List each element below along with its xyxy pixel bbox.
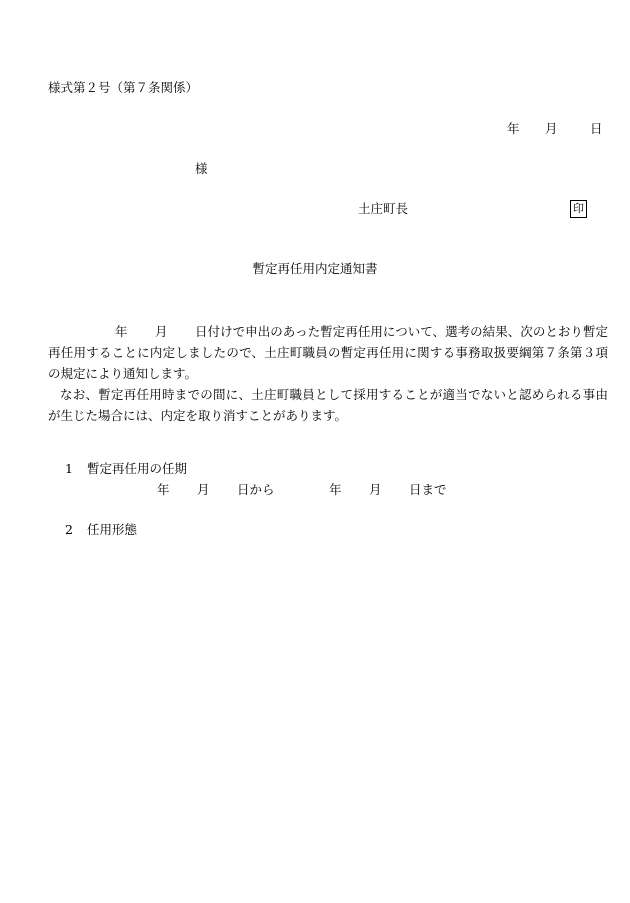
paragraph-1 bbox=[48, 321, 608, 384]
date-line bbox=[507, 123, 603, 136]
term-from-year: 年 bbox=[157, 482, 170, 497]
item-number: 2 bbox=[65, 522, 73, 537]
paragraph-1-text: 日付けで申出のあった暫定再任用について、選考の結果、次のとおり暫定再任用することに内定しましたので、土庄町職員の暫定再任用に関する事務取扱要綱第７条第３項の規定により通知します。 bbox=[48, 324, 608, 381]
paragraph-2: なお、暫定再任用時までの間に、土庄町職員として採用することが適当でないと認められる事由が生じた場合には、内定を取り消すことがあります。 bbox=[48, 387, 608, 423]
paragraph-1-year: 年 bbox=[115, 324, 128, 339]
term-from-month: 月 bbox=[197, 482, 210, 497]
term-from-day: 日から bbox=[237, 482, 275, 497]
seal-mark: 印 bbox=[570, 200, 587, 218]
issuer-name: 土庄町長 bbox=[358, 201, 409, 216]
term-to-day: 日まで bbox=[409, 482, 447, 497]
body-text bbox=[48, 321, 608, 426]
addressee-suffix: 様 bbox=[195, 161, 208, 176]
document-title: 暫定再任用内定通知書 bbox=[252, 261, 378, 276]
item-number: 1 bbox=[65, 461, 73, 476]
date-year: 年 bbox=[507, 121, 520, 136]
item-label: 暫定再任用の任期 bbox=[87, 461, 188, 476]
term-period bbox=[157, 484, 447, 497]
term-to-month: 月 bbox=[369, 482, 382, 497]
date-month: 月 bbox=[545, 121, 558, 136]
date-day: 日 bbox=[590, 121, 603, 136]
form-number: 様式第２号（第７条関係） bbox=[48, 80, 199, 95]
paragraph-1-month: 月 bbox=[155, 324, 168, 339]
item-employment-form-heading bbox=[65, 524, 137, 537]
item-term-heading bbox=[65, 463, 187, 476]
term-to-year: 年 bbox=[329, 482, 342, 497]
item-label: 任用形態 bbox=[87, 522, 138, 537]
